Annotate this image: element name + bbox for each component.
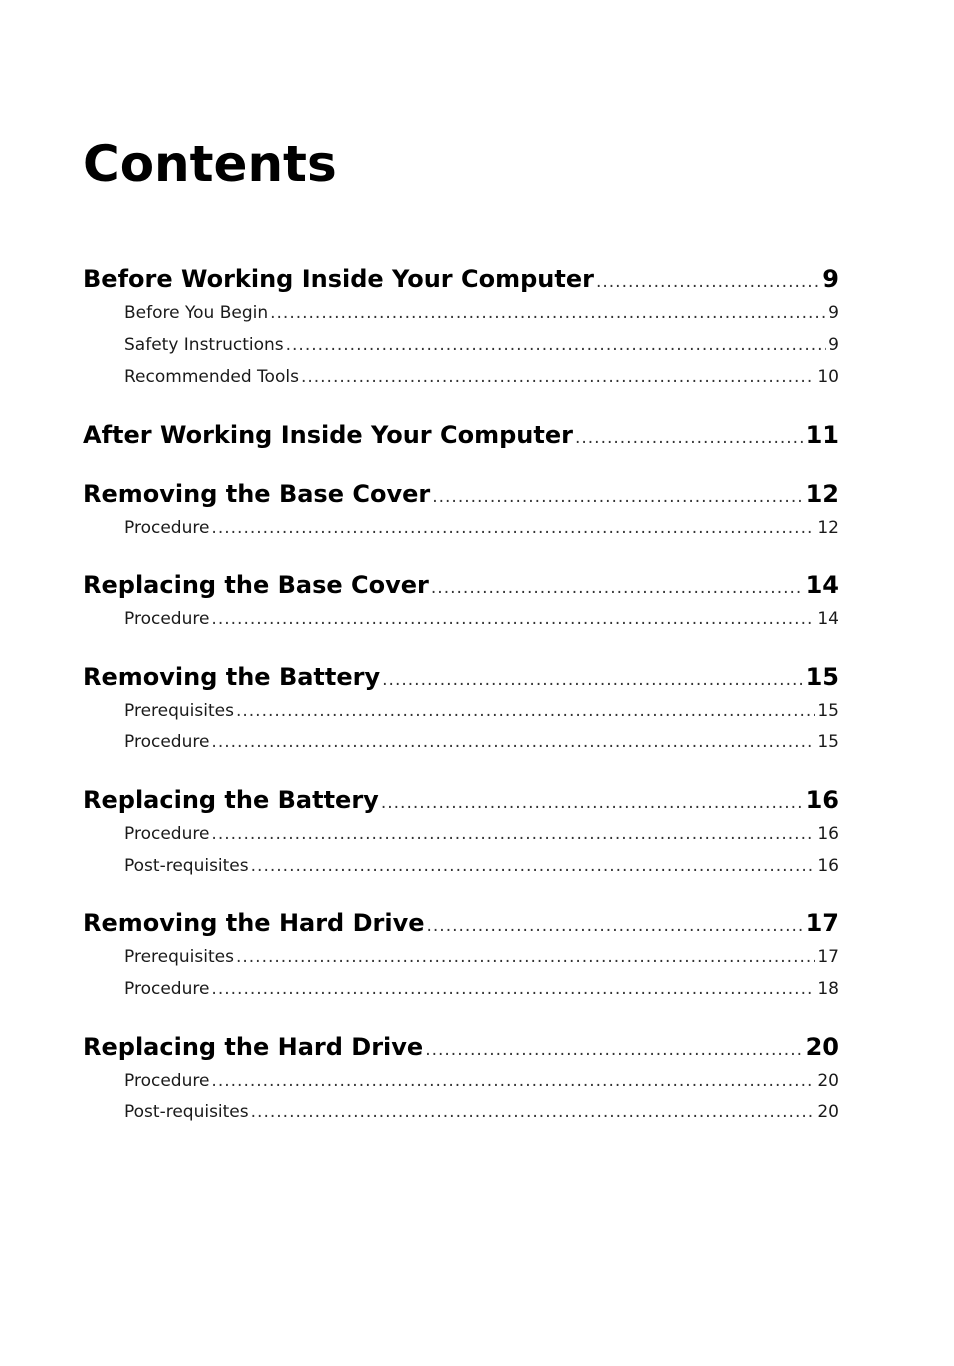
toc-subentry-page: 15 bbox=[817, 701, 839, 721]
page-title: Contents bbox=[83, 135, 337, 193]
dot-leader bbox=[211, 516, 815, 540]
toc-subentry-label: Procedure bbox=[124, 1071, 210, 1091]
toc-subentry[interactable] bbox=[124, 699, 839, 723]
toc-entry-label: Before Working Inside Your Computer bbox=[83, 265, 594, 293]
dot-leader bbox=[596, 266, 820, 298]
toc-subentry-label: Before You Begin bbox=[124, 303, 269, 323]
dot-leader bbox=[211, 730, 815, 754]
toc-subentry-page: 9 bbox=[828, 303, 839, 323]
toc-subentry-page: 20 bbox=[817, 1071, 839, 1091]
dot-leader bbox=[211, 977, 815, 1001]
toc-subentry[interactable] bbox=[124, 854, 839, 878]
toc-subentry-page: 12 bbox=[817, 518, 839, 538]
toc-entry-page: 17 bbox=[805, 909, 839, 937]
toc-subentry-label: Prerequisites bbox=[124, 947, 234, 967]
toc-subentry-page: 9 bbox=[828, 335, 839, 355]
dot-leader bbox=[427, 910, 804, 942]
toc-subentry-page: 16 bbox=[817, 824, 839, 844]
dot-leader bbox=[236, 945, 815, 969]
toc-entry[interactable] bbox=[83, 419, 839, 451]
toc-subentry-label: Procedure bbox=[124, 824, 210, 844]
dot-leader bbox=[381, 787, 804, 819]
toc-subentry-page: 17 bbox=[817, 947, 839, 967]
toc-entry[interactable] bbox=[83, 784, 839, 816]
toc-subentry-label: Procedure bbox=[124, 979, 210, 999]
toc-entry[interactable] bbox=[83, 661, 839, 693]
toc-subentry[interactable] bbox=[124, 945, 839, 969]
dot-leader bbox=[211, 607, 815, 631]
toc-subentry[interactable] bbox=[124, 607, 839, 631]
toc-entry-page: 9 bbox=[822, 265, 839, 293]
toc-subentry-page: 15 bbox=[817, 732, 839, 752]
toc-subentry-label: Procedure bbox=[124, 609, 210, 629]
toc-entry[interactable] bbox=[83, 1031, 839, 1063]
toc-entry-page: 16 bbox=[805, 786, 839, 814]
dot-leader bbox=[211, 1069, 815, 1093]
toc-entry[interactable] bbox=[83, 569, 839, 601]
toc-subentry[interactable] bbox=[124, 301, 839, 325]
toc-entry-page: 20 bbox=[805, 1033, 839, 1061]
toc-subentry[interactable] bbox=[124, 333, 839, 357]
toc-subentry-label: Recommended Tools bbox=[124, 367, 299, 387]
toc-subentry-label: Post-requisites bbox=[124, 856, 249, 876]
dot-leader bbox=[251, 1100, 816, 1124]
toc-subentry-page: 14 bbox=[817, 609, 839, 629]
toc-entry-label: Replacing the Hard Drive bbox=[83, 1033, 424, 1061]
toc-subentry[interactable] bbox=[124, 1100, 839, 1124]
toc-subentry[interactable] bbox=[124, 977, 839, 1001]
toc-subentry[interactable] bbox=[124, 730, 839, 754]
toc-subentry[interactable] bbox=[124, 516, 839, 540]
toc-subentry-page: 18 bbox=[817, 979, 839, 999]
toc-subentry[interactable] bbox=[124, 365, 839, 389]
toc-entry[interactable] bbox=[83, 907, 839, 939]
toc-subentry-page: 10 bbox=[817, 367, 839, 387]
toc-entry-page: 11 bbox=[805, 421, 839, 449]
dot-leader bbox=[236, 699, 815, 723]
dot-leader bbox=[270, 301, 826, 325]
dot-leader bbox=[575, 422, 804, 454]
toc-subentry-label: Prerequisites bbox=[124, 701, 234, 721]
dot-leader bbox=[286, 333, 827, 357]
dot-leader bbox=[382, 664, 803, 696]
toc-entry[interactable] bbox=[83, 263, 839, 295]
toc-entry-page: 12 bbox=[805, 480, 839, 508]
dot-leader bbox=[251, 854, 816, 878]
dot-leader bbox=[301, 365, 815, 389]
toc-entry-page: 14 bbox=[805, 571, 839, 599]
toc-entry-label: Removing the Hard Drive bbox=[83, 909, 425, 937]
toc-entry-label: Removing the Base Cover bbox=[83, 480, 431, 508]
dot-leader bbox=[431, 572, 804, 604]
toc-subentry-page: 16 bbox=[817, 856, 839, 876]
dot-leader bbox=[425, 1034, 803, 1066]
toc-entry-label: Replacing the Battery bbox=[83, 786, 379, 814]
toc-subentry[interactable] bbox=[124, 822, 839, 846]
toc-entry-label: Removing the Battery bbox=[83, 663, 381, 691]
toc-entry-label: After Working Inside Your Computer bbox=[83, 421, 573, 449]
toc-subentry-label: Safety Instructions bbox=[124, 335, 284, 355]
toc-subentry-label: Procedure bbox=[124, 518, 210, 538]
dot-leader bbox=[432, 481, 803, 513]
toc-entry-label: Replacing the Base Cover bbox=[83, 571, 429, 599]
toc-subentry-label: Post-requisites bbox=[124, 1102, 249, 1122]
toc-subentry[interactable] bbox=[124, 1069, 839, 1093]
toc-entry[interactable] bbox=[83, 478, 839, 510]
dot-leader bbox=[211, 822, 815, 846]
toc-subentry-page: 20 bbox=[817, 1102, 839, 1122]
toc-subentry-label: Procedure bbox=[124, 732, 210, 752]
toc-entry-page: 15 bbox=[805, 663, 839, 691]
